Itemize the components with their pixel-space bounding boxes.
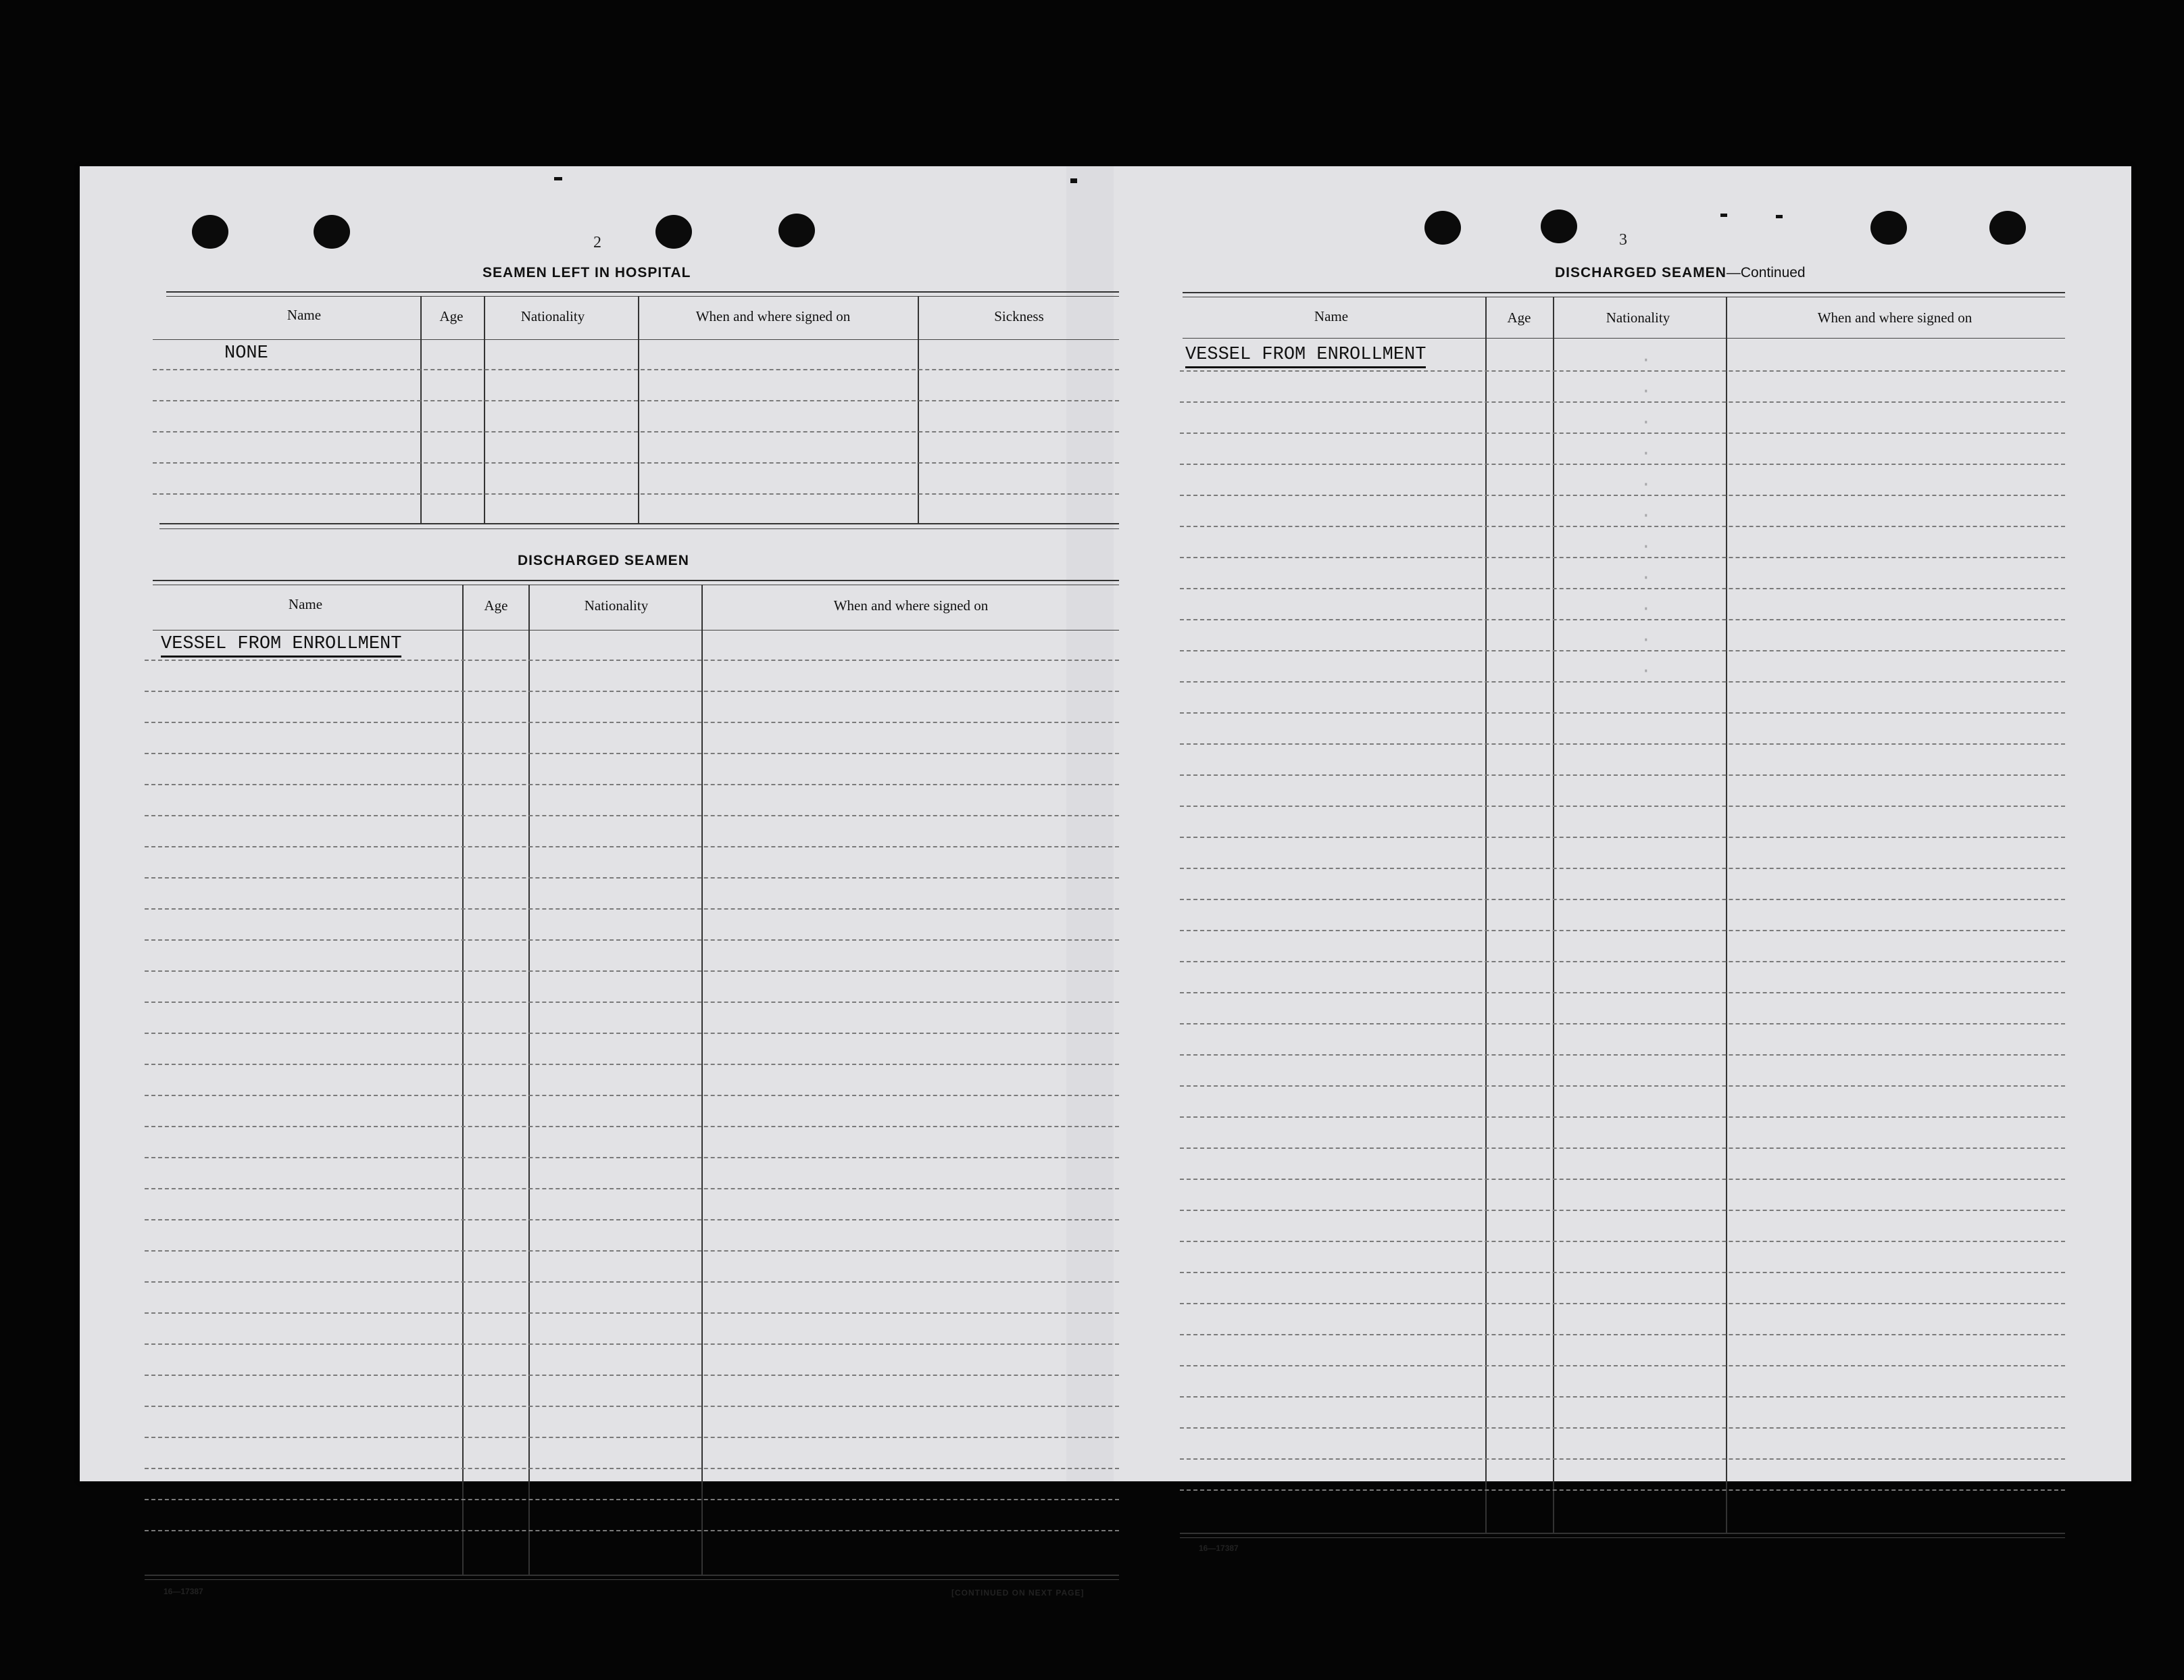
row-line	[1180, 868, 2065, 869]
column-divider	[701, 585, 703, 1575]
row-line	[145, 1343, 1119, 1345]
row-line	[1180, 1023, 2065, 1024]
row-line	[1180, 806, 2065, 807]
row-line	[145, 1375, 1119, 1376]
column-divider	[918, 296, 919, 524]
punch-hole	[314, 215, 350, 249]
column-divider	[420, 296, 422, 524]
row-line	[1180, 930, 2065, 931]
row-line	[1180, 1489, 2065, 1491]
row-line	[145, 1312, 1119, 1314]
row-line	[1180, 899, 2065, 900]
row-line	[145, 1126, 1119, 1127]
row-line	[153, 400, 1119, 401]
row-line	[145, 1437, 1119, 1438]
discharged-entry: VESSEL FROM ENROLLMENT	[161, 634, 401, 658]
row-line	[1180, 1241, 2065, 1242]
column-header-sickness: Sickness	[994, 308, 1044, 324]
row-line	[145, 1095, 1119, 1096]
row-line	[1180, 401, 2065, 403]
column-header-age: Age	[484, 597, 508, 614]
document-sheet	[80, 166, 2131, 1598]
table-bottom-rule	[145, 1575, 1119, 1576]
hospital-entry-none: NONE	[224, 343, 268, 364]
column-header-name: Name	[1314, 308, 1349, 324]
column-header-signed-on: When and where signed on	[695, 308, 851, 324]
scan-speck	[1720, 214, 1727, 217]
row-line	[1180, 1303, 2065, 1304]
row-line	[145, 877, 1119, 879]
table-top-rule	[166, 296, 1119, 297]
row-line	[145, 722, 1119, 723]
row-line	[145, 939, 1119, 941]
row-line	[145, 1064, 1119, 1065]
row-line	[1180, 743, 2065, 745]
row-line	[1180, 837, 2065, 838]
row-line	[145, 815, 1119, 816]
row-line	[145, 970, 1119, 972]
row-line	[1180, 1179, 2065, 1180]
scan-speck	[554, 177, 562, 180]
row-line	[145, 1250, 1119, 1252]
header-rule	[1183, 338, 2065, 339]
row-line	[1180, 681, 2065, 683]
row-line	[1180, 1210, 2065, 1211]
table-bottom-rule	[145, 1579, 1119, 1580]
table-top-rule	[166, 291, 1119, 293]
row-line	[1180, 526, 2065, 527]
punch-hole	[778, 214, 815, 247]
form-number: 16—17387	[164, 1587, 203, 1596]
row-line	[145, 1002, 1119, 1003]
page-number: 2	[593, 234, 601, 251]
column-divider	[528, 585, 530, 1575]
row-line	[1180, 619, 2065, 620]
row-line	[1180, 774, 2065, 776]
header-rule	[153, 339, 1119, 340]
row-line	[1180, 1116, 2065, 1118]
row-line	[145, 660, 1119, 661]
row-line	[1180, 588, 2065, 589]
row-line	[145, 908, 1119, 910]
column-divider	[462, 585, 464, 1575]
section-title-main: DISCHARGED SEAMEN	[1555, 265, 1727, 280]
table-top-rule	[1183, 292, 2065, 293]
row-line	[145, 1468, 1119, 1469]
punch-hole	[1870, 211, 1907, 245]
row-line	[1180, 1396, 2065, 1398]
table-bottom-rule	[159, 528, 1119, 529]
row-line	[1180, 1085, 2065, 1087]
row-line	[145, 1219, 1119, 1220]
row-line	[145, 784, 1119, 785]
row-line	[1180, 370, 2065, 372]
row-line	[145, 1530, 1119, 1531]
row-line	[1180, 1272, 2065, 1273]
punch-hole	[655, 215, 692, 249]
row-line	[1180, 1334, 2065, 1335]
scan-speck	[1776, 215, 1783, 218]
column-header-nationality: Nationality	[584, 597, 649, 614]
form-number: 16—17387	[1199, 1543, 1239, 1553]
column-header-age: Age	[439, 308, 464, 324]
column-divider	[1553, 297, 1554, 1533]
row-line	[1180, 1365, 2065, 1366]
continued-note: [CONTINUED ON NEXT PAGE]	[951, 1588, 1085, 1598]
discharged-entry: VESSEL FROM ENROLLMENT	[1185, 345, 1426, 368]
scan-speck	[1070, 178, 1077, 183]
column-header-signed-on: When and where signed on	[1817, 310, 1972, 326]
column-header-nationality: Nationality	[520, 308, 585, 324]
column-divider	[1485, 297, 1487, 1533]
row-line	[1180, 1054, 2065, 1056]
row-line	[145, 1499, 1119, 1500]
column-divider	[1726, 297, 1727, 1533]
column-divider	[638, 296, 639, 524]
row-line	[1180, 1427, 2065, 1429]
table-bottom-rule	[159, 523, 1119, 524]
column-header-nationality: Nationality	[1606, 310, 1670, 326]
column-divider	[484, 296, 485, 524]
row-line	[1180, 464, 2065, 465]
row-line	[145, 1033, 1119, 1034]
row-line	[145, 1281, 1119, 1283]
row-line	[145, 753, 1119, 754]
column-header-name: Name	[288, 596, 323, 612]
row-line	[145, 691, 1119, 692]
row-line	[145, 1157, 1119, 1158]
punch-hole	[192, 215, 228, 249]
row-line	[1180, 557, 2065, 558]
table-bottom-rule	[1180, 1537, 2065, 1538]
row-line	[153, 431, 1119, 433]
row-line	[1180, 1458, 2065, 1460]
hospital-section-title: SEAMEN LEFT IN HOSPITAL	[482, 265, 691, 280]
column-header-name: Name	[287, 307, 322, 323]
header-rule	[153, 630, 1119, 631]
row-line	[153, 369, 1119, 370]
bleed-through-text: · · · · · · · · · · ·	[1641, 350, 1652, 681]
row-line	[153, 493, 1119, 495]
row-line	[145, 1188, 1119, 1189]
section-title-suffix: —Continued	[1726, 265, 1806, 280]
row-line	[1180, 433, 2065, 434]
punch-hole	[1989, 211, 2026, 245]
row-line	[153, 462, 1119, 464]
column-header-age: Age	[1507, 310, 1531, 326]
row-line	[1180, 992, 2065, 993]
punch-hole	[1541, 209, 1577, 243]
row-line	[1180, 961, 2065, 962]
discharged-section-title: DISCHARGED SEAMEN	[518, 553, 689, 568]
row-line	[145, 1406, 1119, 1407]
row-line	[145, 846, 1119, 847]
row-line	[1180, 650, 2065, 651]
row-line	[1180, 495, 2065, 496]
paper-background	[80, 166, 2131, 1481]
punch-hole	[1424, 211, 1461, 245]
column-header-signed-on: When and where signed on	[833, 597, 989, 614]
table-bottom-rule	[1180, 1533, 2065, 1534]
page-number: 3	[1619, 231, 1627, 249]
row-line	[1180, 1147, 2065, 1149]
table-top-rule	[153, 580, 1119, 581]
discharged-continued-title	[1555, 265, 1806, 281]
row-line	[1180, 712, 2065, 714]
